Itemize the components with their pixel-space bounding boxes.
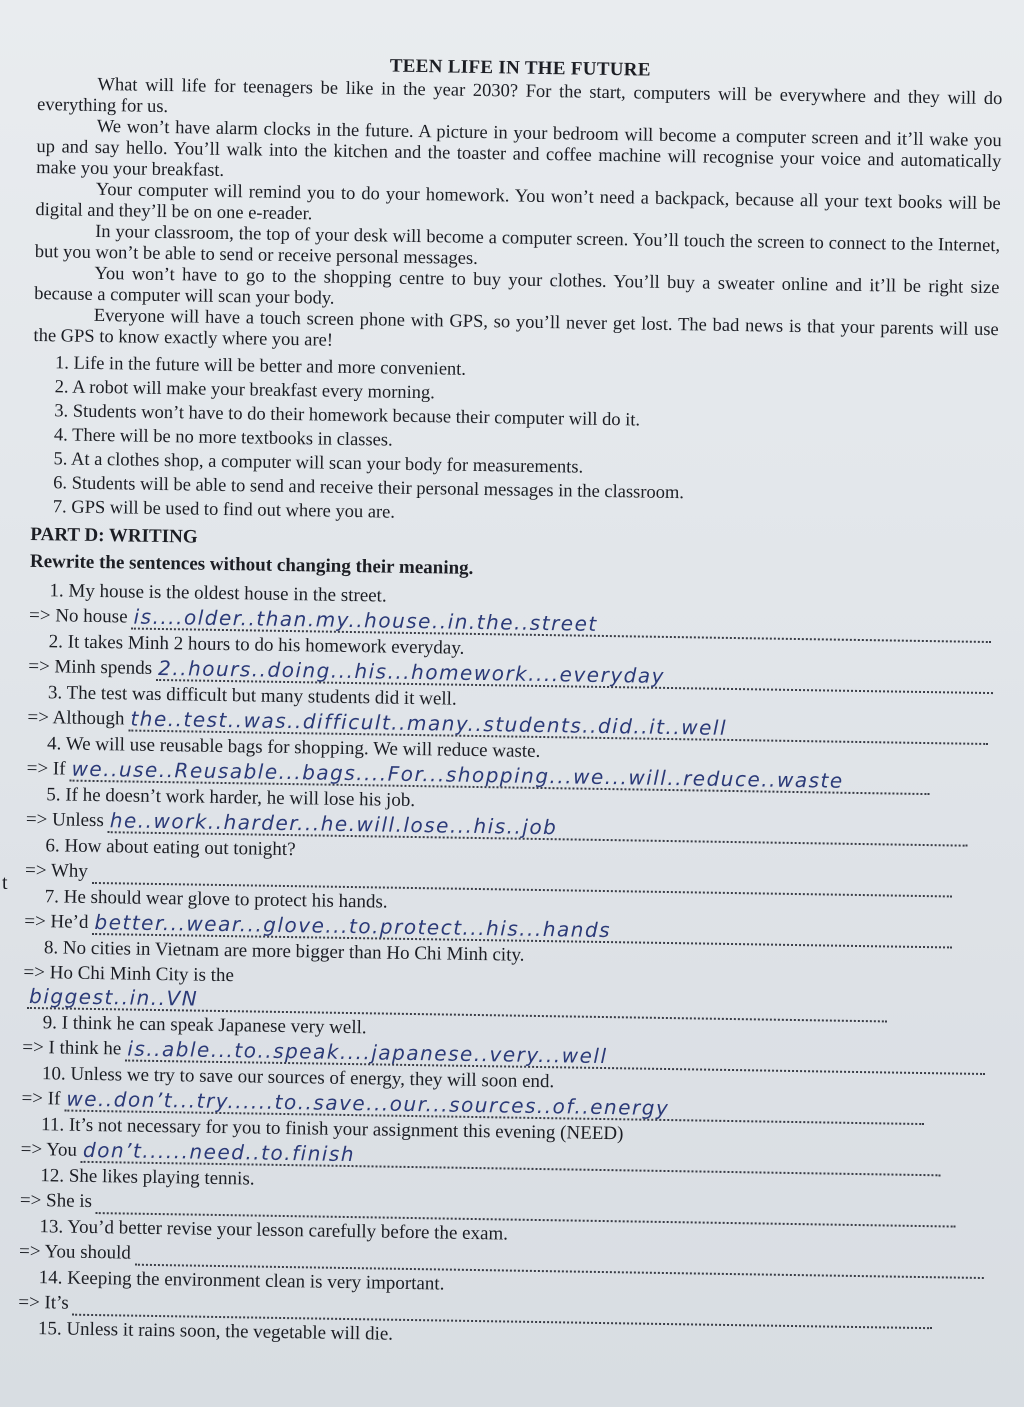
true-false-statements [31,351,999,534]
margin-mark: t [2,872,8,894]
answer-prefix: => It’s [18,1291,69,1314]
handwritten-answer: is..able...to..speak....japanese..very...well [127,1036,608,1069]
handwritten-answer: we..don’t...try......to..save...our...sources..of..energy [66,1086,670,1121]
original-sentence: 5. If he doesn’t work harder, he will lose his job. [46,784,416,812]
original-sentence: 9. I think he can speak Japanese very well. [42,1012,367,1039]
part-heading: PART D: WRITING [30,523,198,548]
original-sentence: 8. No cities in Vietnam are more bigger than Ho Chi Minh city. [43,937,525,966]
original-sentence: 11. It’s not necessary for you to finish your assignment this evening (NEED) [40,1114,624,1145]
statement-item: 5. At a clothes shop, a computer will scan your body for measurements. [53,449,584,478]
statement-item: 6. Students will be able to send and receive their personal messages in the classroom. [53,473,685,504]
answer-prefix: => Unless [25,808,104,832]
original-sentence: 10. Unless we try to save our sources of energy, they will soon end. [41,1063,555,1093]
statement-item: 2. A robot will make your breakfast every morning. [54,377,436,404]
worksheet-sheet [18,50,1003,1356]
original-sentence: 3. The test was difficult but many students did it well. [47,682,457,710]
reading-passage [33,74,1002,362]
original-sentence: 4. We will use reusable bags for shopping. We will reduce waste. [46,733,541,762]
handwritten-answer: 2..hours..doing...his...homework....everyday [157,655,666,688]
reading-title: TEEN LIFE IN THE FUTURE [389,55,651,81]
handwritten-answer: biggest..in..VN [28,983,199,1011]
writing-instruction: Rewrite the sentences without changing their meaning. [29,550,474,579]
answer-prefix: => You should [18,1240,131,1264]
statement-item: 7. GPS will be used to find out where you are. [52,497,396,523]
statement-item: 1. Life in the future will be better and more convenient. [54,353,467,380]
handwritten-answer: he..work..harder...he.will.lose...his..job [109,808,558,840]
original-sentence: 14. Keeping the environment clean is very important. [38,1267,445,1295]
original-sentence: 6. How about eating out tonight? [45,835,296,861]
handwritten-answer: don’t......need..to.finish [82,1137,356,1167]
original-sentence: 7. He should wear glove to protect his hands. [44,886,388,913]
passage-paragraph: In your classroom, the top of your desk will become a computer screen. You’ll touch the screen to connect to the Internet, but you won’t be able to send or receive personal messages. [34,221,1001,269]
answer-prefix: => Minh spends [28,655,153,679]
rewrite-item [23,935,989,1024]
handwritten-answer: better...wear...glove...to.protect...his...hands [94,909,612,943]
passage-paragraph: Your computer will remind you to do your homework. You won’t need a backpack, because all your text books will be digital and they’ll be on one e-reader. [35,179,1001,225]
answer-prefix: => Although [27,706,125,730]
answer-prefix: => Why [24,859,89,882]
answer-prefix: => If [21,1087,61,1110]
statement-item: 3. Students won’t have to do their homework because their computer will do it. [54,401,641,431]
original-sentence: 12. She likes playing tennis. [40,1165,255,1190]
passage-paragraph: Everyone will have a touch screen phone with GPS, so you’ll never get lost. The bad news is that your parents will use the GPS to know exactly where you are! [33,305,999,351]
answer-prefix: => Ho Chi Minh City is the [23,961,235,987]
answer-prefix: => I think he [22,1036,122,1060]
passage-paragraph: What will life for teenagers be like in the year 2030? For the start, computers will be everywhere and they will do everything for us. [36,74,1003,118]
rewrite-exercise-list [18,578,995,1356]
original-sentence: 1. My house is the oldest house in the street. [49,580,387,607]
statement-item: 4. There will be no more textbooks in classes. [53,425,393,451]
answer-prefix: => No house [28,604,128,628]
original-sentence: 2. It takes Minh 2 hours to do his homework everyday. [48,631,465,659]
answer-prefix: => He’d [24,910,89,933]
original-sentence: 15. Unless it rains soon, the vegetable will die. [37,1318,394,1345]
answer-prefix: => If [26,757,66,780]
handwritten-answer: we..use..Reusable...bags....For...shopping...we...will..reduce..waste [71,756,844,793]
passage-paragraph: We won’t have alarm clocks in the future. A picture in your bedroom will become a computer screen and it’ll wake you up and say hello. You’ll walk into the kitchen and the toaster and coffee machine will recognise your voice and automatically make you your breakfast. [35,116,1002,181]
answer-prefix: => She is [19,1189,93,1212]
passage-paragraph: You won’t have to go to the shopping centre to buy your clothes. You’ll buy a sweater online and it’ll be right size because a computer will scan your body. [34,263,1000,309]
handwritten-answer: is....older..than.my..house..in.the..street [133,604,598,636]
handwritten-answer: the..test..was..difficult..many..students..did..it..well [130,706,728,740]
original-sentence: 13. You’d better revise your lesson carefully before the exam. [39,1216,509,1245]
answer-prefix: => You [20,1138,78,1161]
